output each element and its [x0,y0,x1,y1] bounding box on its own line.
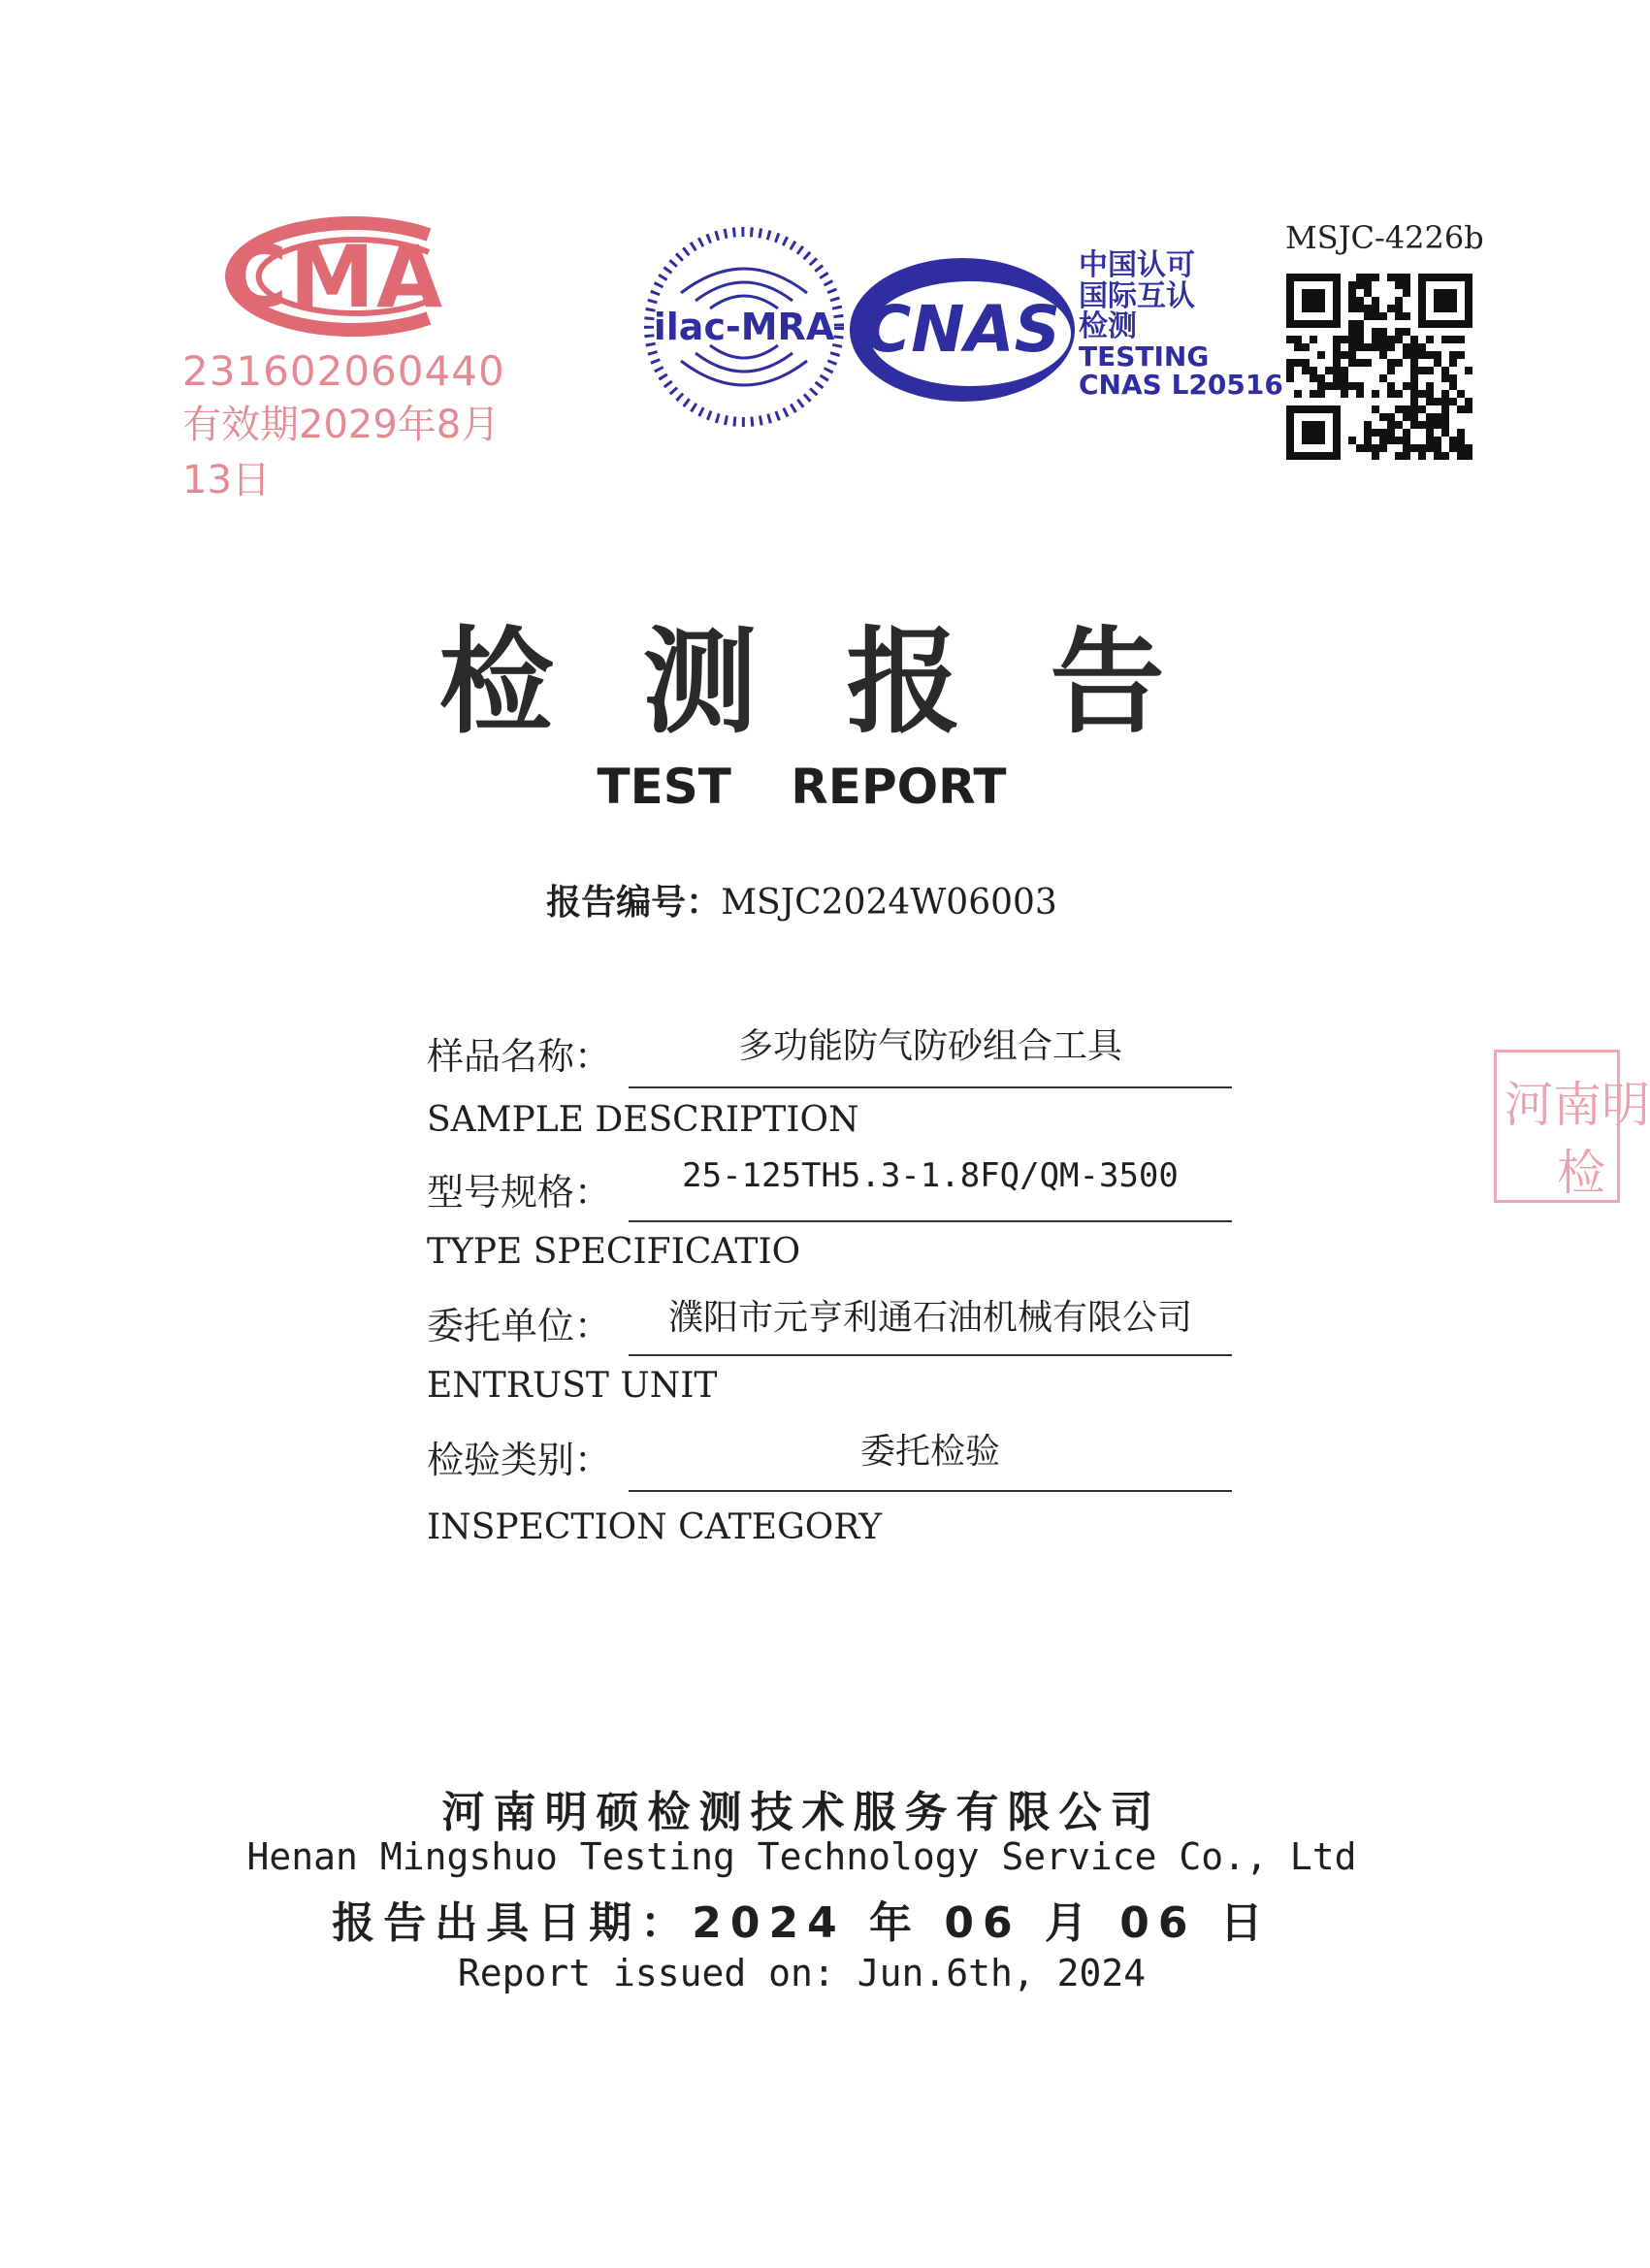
cma-validity: 有效期2029年8月13日 [182,403,501,502]
side-stamp-line: 检 [1557,1145,1605,1201]
company-name-cn: 河南明硕检测技术服务有限公司 [441,1788,1162,1837]
cnas-line: TESTING [1079,340,1210,373]
entrust-unit-underline [629,1354,1232,1356]
report-number [0,875,1603,924]
cnas-logo [846,254,1079,405]
inspection-category-value: 委托检验 [859,1432,1000,1472]
ilac-globe-icon [642,225,846,429]
cnas-line: 国际互认 [1079,278,1195,313]
cnas-line: 检测 [1079,309,1137,343]
issue-date-cn: 报告出具日期：2024 年 06 月 06 日 [332,1898,1272,1948]
sample-name-label: 样品名称： [427,1035,612,1078]
sample-description-label: SAMPLE DESCRIPTION [427,1100,859,1140]
entrust-unit-value: 濮阳市元亨利通石油机械有限公司 [667,1298,1192,1338]
entrust-unit-en-label: ENTRUST UNIT [427,1366,718,1406]
side-stamp-line: 河南明 [1504,1077,1650,1133]
type-spec-label: 型号规格： [427,1171,612,1214]
entrust-unit-label: 委托单位： [427,1305,612,1347]
inspection-category-underline [629,1490,1232,1492]
cma-certificate-number: 231602060440 [182,347,505,395]
ilac-text: ilac-MRA [653,306,835,348]
sample-name-value: 多功能防气防砂组合工具 [737,1026,1122,1066]
cnas-line: CNAS L20516 [1079,368,1283,401]
company-name-en: Henan Mingshuo Testing Technology Service Co., Ltd [246,1835,1357,1878]
type-specification-label: TYPE SPECIFICATIO [427,1232,801,1272]
cnas-ellipse-icon [846,254,1079,405]
inspection-category-en-label: INSPECTION CATEGORY [427,1507,883,1547]
qr-code-icon[interactable] [1286,274,1472,460]
ilac-mra-logo [642,225,846,429]
type-spec-value: 25-125TH5.3-1.8FQ/QM-3500 [682,1156,1179,1195]
qr-code-label: MSJC-4226b [1285,219,1484,256]
cnas-line: 中国认可 [1079,248,1195,282]
issue-date-en: Report issued on: Jun.6th, 2024 [457,1952,1147,1994]
report-title-cn: 检测报告 [438,614,1254,749]
sample-name-underline [629,1086,1232,1088]
cnas-logo-text: CNAS [863,292,1061,367]
inspection-category-label: 检验类别： [427,1439,612,1481]
cnas-caption [1079,248,1283,401]
report-number-value: MSJC2024W06003 [721,883,1057,923]
report-number-label: 报告编号： [546,883,722,923]
qr-code-graphic [1286,274,1472,460]
cma-logo [204,213,466,340]
cma-letters: CMA [224,226,445,327]
side-stamp [1494,1050,1650,1203]
report-title-en: TEST REPORT [597,759,1007,815]
type-spec-underline [629,1220,1232,1222]
